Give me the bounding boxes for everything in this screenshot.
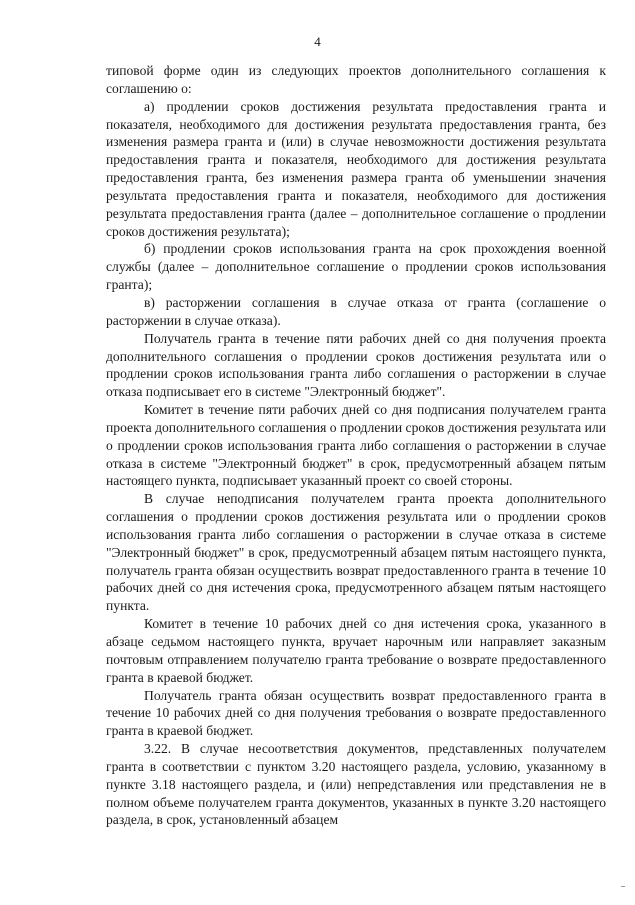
paragraph-intro: типовой форме один из следующих проектов дополнительного соглашения к соглашению о: — [106, 63, 606, 96]
paragraph-recipient-return: Получатель гранта обязан осуществить возврат предоставленного гранта в течение 10 рабочих дней со дня получения требования о возврате предоставленного гранта в краевой бюджет. — [106, 687, 606, 739]
paragraph-item-c: в) расторжении соглашения в случае отказа от гранта (соглашение о расторжении в случае отказа). — [106, 294, 606, 328]
document-body — [106, 62, 606, 829]
paragraph-committee-signs: Комитет в течение пяти рабочих дней со дня подписания получателем гранта проекта дополнительного соглашения о продлении сроков достижения результата или о продлении сроков использования гранта либо соглашения о расторжении в случае отказа в системе "Электронный бюджет" в срок, предусмотренный абзацем пятым настоящего пункта, подписывает указанный проект со своей стороны. — [106, 402, 606, 489]
paragraph-item-a: а) продлении сроков достижения результата предоставления гранта и показателя, необходимого для достижения результата предоставления гранта, без изменения размера гранта и (или) в случае невозможности достижения результата предоставления гранта и показателя, необходимого для достижения результата предоставления гранта, без изменения размера гранта об уменьшении значения результата предоставления гранта и показателя, необходимого для достижения результата предоставления гранта (далее – дополнительное соглашение о продлении сроков достижения результата); — [106, 98, 606, 239]
paragraph-recipient-signs: Получатель гранта в течение пяти рабочих дней со дня получения проекта дополнительного соглашения о продлении сроков достижения результата или о продлении сроков использования гранта либо соглашения о расторжении в случае отказа подписывает его в системе "Электронный бюджет". — [106, 330, 606, 400]
paragraph-section-3-22: 3.22. В случае несоответствия документов, представленных получателем гранта в соответствии с пунктом 3.20 настоящего раздела, условию, указанному в пункте 3.18 настоящего раздела, и (или) непредставления или представления не в полном объеме получателем гранта документов, указанных в пункте 3.20 настоящего раздела, в срок, установленный абзацем — [106, 741, 606, 828]
paragraph-item-b: б) продлении сроков использования гранта на срок прохождения военной службы (далее – дополнительное соглашение о продлении сроков использования гранта); — [106, 241, 606, 293]
paragraph-non-signing: В случае неподписания получателем гранта проекта дополнительного соглашения о продлении сроков достижения результата или о продлении сроков использования гранта либо соглашения о расторжении в случае отказа в системе "Электронный бюджет" в срок, предусмотренный абзацем пятым настоящего пункта, получатель гранта обязан осуществить возврат предоставленного гранта в течение 10 рабочих дней со дня истечения срока, предусмотренного абзацем пятым настоящего пункта. — [106, 491, 606, 614]
page-number: 4 — [314, 34, 321, 49]
paragraph-committee-demand: Комитет в течение 10 рабочих дней со дня истечения срока, указанного в абзаце седьмом настоящего пункта, вручает нарочным или направляет заказным почтовым отправлением получателю гранта требование о возврате предоставленного гранта в краевой бюджет. — [106, 616, 606, 685]
scan-mark — [621, 886, 625, 887]
